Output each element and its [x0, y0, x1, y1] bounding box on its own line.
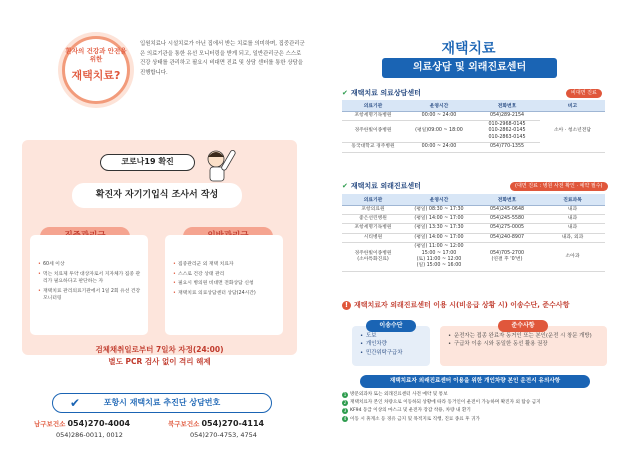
- table-cell: 054)770-1355: [474, 143, 540, 152]
- north-main-phone: 054)270-4114: [201, 419, 265, 428]
- transport-item: • 개인차량: [360, 340, 424, 348]
- intensive-group-card: [30, 235, 148, 335]
- table-cell: 054)245-5580: [474, 214, 540, 223]
- notice-number-icon: 2: [343, 399, 347, 405]
- table-cell: (평일) 08:30 ~ 17:30: [404, 205, 474, 214]
- notice-number-icon: 4: [343, 416, 347, 422]
- circle-caption: 환자의 건강과 안전을 위한: [65, 47, 127, 63]
- intensive-item: • 먹는 치료제 투약 대상자로서 지자체가 집중 관리가 필요하다고 판단하는 자: [38, 271, 142, 286]
- table-cell: 동국대학교 경주병원: [342, 143, 404, 152]
- rules-box: [440, 326, 607, 366]
- transport-warning: ! 재택치료자 외래진료센터 이용 시(비응급 상황 시) 이송수단, 준수사항: [342, 300, 607, 310]
- counsel-tag: 비대면 진료: [566, 89, 602, 98]
- page-title: 재택치료: [441, 41, 496, 57]
- table-cell: 포항세명기독병원: [342, 224, 404, 233]
- transport-box: [352, 326, 430, 366]
- table-cell: 내과: [540, 214, 605, 223]
- table-cell: 경주한빛이종병원: [342, 120, 404, 142]
- table-cell: 00:00 ~ 24:00: [404, 111, 474, 120]
- south-sub-phone: 054)286-0011, 0012: [56, 431, 123, 439]
- rules-item: • 운전자는 접종 완료자 동거인 또는 본인(운전 시 창문 개방): [448, 332, 601, 340]
- isolation-release-line2: 별도 PCR 검사 없이 격리 해제: [108, 357, 211, 366]
- table-cell: 054)245-0648: [474, 205, 540, 214]
- table-cell: (평일) 14:00 ~ 17:00: [404, 233, 474, 242]
- check-icon: ✔: [70, 396, 81, 410]
- table-header: 진료과목: [540, 194, 605, 205]
- table-row: [342, 111, 605, 120]
- intro-circle: [62, 36, 130, 104]
- notice-heading: 재택치료자 외래진료센터 이용을 위한 개인차량 본인 운전시 유의사항: [360, 375, 590, 388]
- notice-item: 1 방문외과차 또는 외래진료센터 사전 예약 및 통보: [343, 391, 448, 397]
- intro-text: 입원치료나 시설치료가 아닌 집에서 받는 치료를 의미하며, 집중관리군은 의료기관을 통한 유선 모니터링을 받게 되고, 일반관리군은 스스로 건강 상태를 관리하고 필요시 비대면 진료 및 상담 센터를 통한 상담을 진행합니다.: [140, 41, 305, 76]
- table-header: 전화번호: [474, 194, 540, 205]
- isolation-release: [22, 340, 297, 370]
- counsel-heading: ✔ 재택치료 의료상담센터: [342, 89, 421, 97]
- clinic-tag: (대면 진료 : 병원 사전 확인 · 예약 필수): [510, 182, 608, 191]
- warning-icon: !: [342, 301, 351, 310]
- notice-list: [342, 391, 610, 424]
- table-header-row: [342, 100, 605, 111]
- south-health-center: [34, 418, 130, 441]
- general-group-card: [165, 235, 283, 335]
- table-cell: 경주한빛이종병원 (소아특화진료): [342, 243, 404, 272]
- table-cell: (평일)09:00 ~ 18:00: [404, 120, 474, 142]
- table-cell: 054)275-0005: [474, 224, 540, 233]
- notice-item: 3 KF94 동급 이상의 마스크 및 운전자 장갑 착용, 차량 내 환기: [343, 407, 471, 414]
- clinic-heading: ✔ 재택치료 외래진료센터: [342, 182, 421, 190]
- check-icon: ✔: [342, 89, 348, 97]
- notice-item: 4 이동 시 휴게소 등 경유 금지 및 목적지로 직행, 진료 종료 후 귀가: [343, 416, 480, 422]
- table-cell: 내과: [540, 224, 605, 233]
- table-row: [342, 243, 605, 272]
- table-cell: 좋은선린병원: [342, 214, 404, 223]
- table-header: 비고: [540, 100, 605, 111]
- table-cell: 시티병원: [342, 233, 404, 242]
- table-row: [342, 205, 605, 214]
- consult-number-bar: 포항시 재택치료 추진단 상담번호: [52, 393, 272, 413]
- doctor-illustration: [200, 145, 240, 183]
- intensive-item: • 재택치료 관리의료기관에서 1일 2회 유선 건강 모니터링: [38, 288, 142, 303]
- transport-item: • 도보: [360, 332, 424, 340]
- table-header-row: [342, 194, 605, 205]
- general-item: • 재택치료 의료상담센터 상담(24시간): [173, 290, 277, 298]
- isolation-release-line1: 검체채취일로부터 7일차 자정(24:00): [95, 345, 224, 354]
- clinic-table: [342, 194, 605, 272]
- north-label: 북구보건소: [168, 420, 200, 428]
- intensive-item: • 60세 이상: [38, 261, 142, 269]
- table-cell: 00:00 ~ 24:00: [404, 143, 474, 152]
- table-header: 의료기관: [342, 100, 404, 111]
- south-main-phone: 054)270-4004: [67, 419, 131, 428]
- counsel-table: [342, 100, 605, 153]
- table-header: 운영시간: [404, 194, 474, 205]
- north-sub-phone: 054)270-4753, 4754: [190, 431, 257, 439]
- table-cell: 내과, 외과: [540, 233, 605, 242]
- covid-confirmed-pill: 코로나19 확진: [100, 154, 195, 171]
- table-cell: 포항의료원: [342, 205, 404, 214]
- table-cell: 내과: [540, 205, 605, 214]
- table-cell: (평일) 13:30 ~ 17:30: [404, 224, 474, 233]
- table-cell-note: 소아 · 청소년전담: [540, 111, 605, 152]
- general-item: • 집중관리군 외 재택 치료자: [173, 261, 277, 269]
- self-survey-step: 확진자 자기기입식 조사서 작성: [72, 183, 242, 208]
- transport-item: • 민간위탁구급차: [360, 349, 424, 357]
- south-label: 남구보건소: [34, 420, 66, 428]
- notice-number-icon: 1: [343, 391, 347, 397]
- notice-number-icon: 3: [343, 407, 347, 413]
- notice-item: 2 재택치료자 본인 차량으로 이동하되 상황에 따라 동거인이 운전이 가능하며 확진자 외 탑승 금지: [343, 399, 541, 406]
- rules-item: • 구급차 이송 시와 동일한 동선 활용 권장: [448, 340, 601, 348]
- check-icon: ✔: [342, 182, 348, 190]
- table-cell: 054)705-2700 (연결 후 '0'번): [474, 243, 540, 272]
- table-header: 운영시간: [404, 100, 474, 111]
- circle-title: 재택치료?: [71, 69, 121, 82]
- table-header: 전화번호: [474, 100, 540, 111]
- table-cell: (평일) 11:00 ~ 12:00 15:00 ~ 17:00 (토) 11:00 ~ 12:00 (일) 15:00 ~ 16:00: [404, 243, 474, 272]
- table-cell: 소아과: [540, 243, 605, 272]
- table-cell: (평일) 14:00 ~ 17:00: [404, 214, 474, 223]
- rules-title: 준수사항: [498, 320, 548, 332]
- table-cell: 054)240-8907: [474, 233, 540, 242]
- table-cell: 054)289-2154: [474, 111, 540, 120]
- general-item: • 필요시 병의원 비대면 전화상담 신청: [173, 280, 277, 288]
- table-header: 의료기관: [342, 194, 404, 205]
- table-cell: 010-2968-0145 010-2862-0145 010-2863-0145: [474, 120, 540, 142]
- page-subtitle: 의료상담 및 외래진료센터: [382, 58, 557, 78]
- table-row: [342, 233, 605, 242]
- north-health-center: [168, 418, 264, 441]
- table-row: [342, 224, 605, 233]
- table-cell: 포항세명기독병원: [342, 111, 404, 120]
- table-row: [342, 214, 605, 223]
- general-item: • 스스로 건강 상태 관리: [173, 271, 277, 279]
- transport-title: 이송수단: [366, 320, 416, 332]
